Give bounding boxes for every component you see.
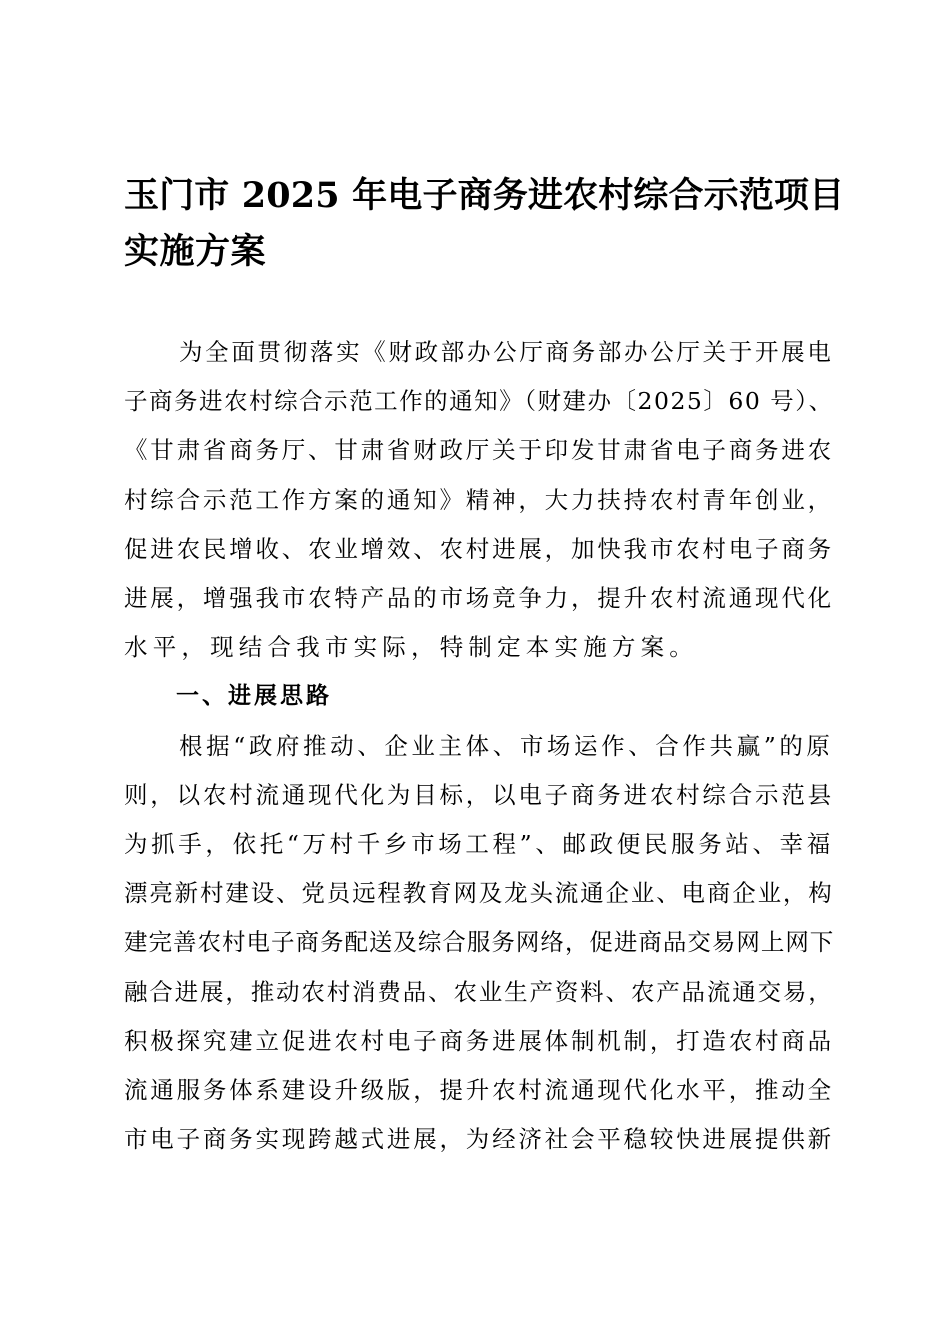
paragraph-line: 积极探究建立促进农村电子商务进展体制机制，打造农村商品: [124, 1026, 834, 1055]
paragraph-line: 为全面贯彻落实《财政部办公厅商务部办公厅关于开展电: [179, 338, 834, 366]
intro-paragraph: [124, 328, 834, 672]
paragraph-line: 漂亮新村建设、党员远程教育网及龙头流通企业、电商企业，构: [124, 879, 834, 908]
title-line-1: 玉门市 2025 年电子商务进农村综合示范项目: [124, 175, 845, 216]
paragraph-line: 村综合示范工作方案的通知》精神，大力扶持农村青年创业，: [124, 485, 834, 514]
paragraph-line: 根据“政府推动、企业主体、市场运作、合作共赢”的原: [179, 731, 834, 760]
title-line-2: 实施方案: [124, 231, 267, 272]
section-1-paragraph: [124, 722, 834, 1165]
paragraph-line: 市电子商务实现跨越式进展，为经济社会平稳较快进展提供新: [124, 1125, 834, 1154]
paragraph-line: 促进农民增收、农业增效、农村进展，加快我市农村电子商务: [124, 534, 834, 563]
section-heading-1: 一、进展思路: [176, 683, 332, 710]
paragraph-line: 为抓手，依托“万村千乡市场工程”、邮政便民服务站、幸福: [124, 830, 834, 859]
paragraph-line: 流通服务体系建设升级版，提升农村流通现代化水平，推动全: [124, 1076, 834, 1105]
paragraph-line: 《甘肃省商务厅、甘肃省财政厅关于印发甘肃省电子商务进农: [124, 436, 834, 465]
paragraph-line: 进展，增强我市农特产品的市场竞争力，提升农村流通现代化: [124, 584, 834, 613]
paragraph-line: 则，以农村流通现代化为目标，以电子商务进农村综合示范县: [124, 780, 834, 809]
paragraph-line: 水平，现结合我市实际，特制定本实施方案。: [124, 633, 698, 662]
document-body: [124, 328, 834, 1164]
paragraph-line: 子商务进农村综合示范工作的通知》（财建办〔2025〕60 号）、: [124, 387, 834, 416]
paragraph-line: 建完善农村电子商务配送及综合服务网络，促进商品交易网上网下: [124, 928, 835, 957]
document-title: [124, 168, 844, 280]
paragraph-line: 融合进展，推动农村消费品、农业生产资料、农产品流通交易，: [124, 977, 834, 1006]
